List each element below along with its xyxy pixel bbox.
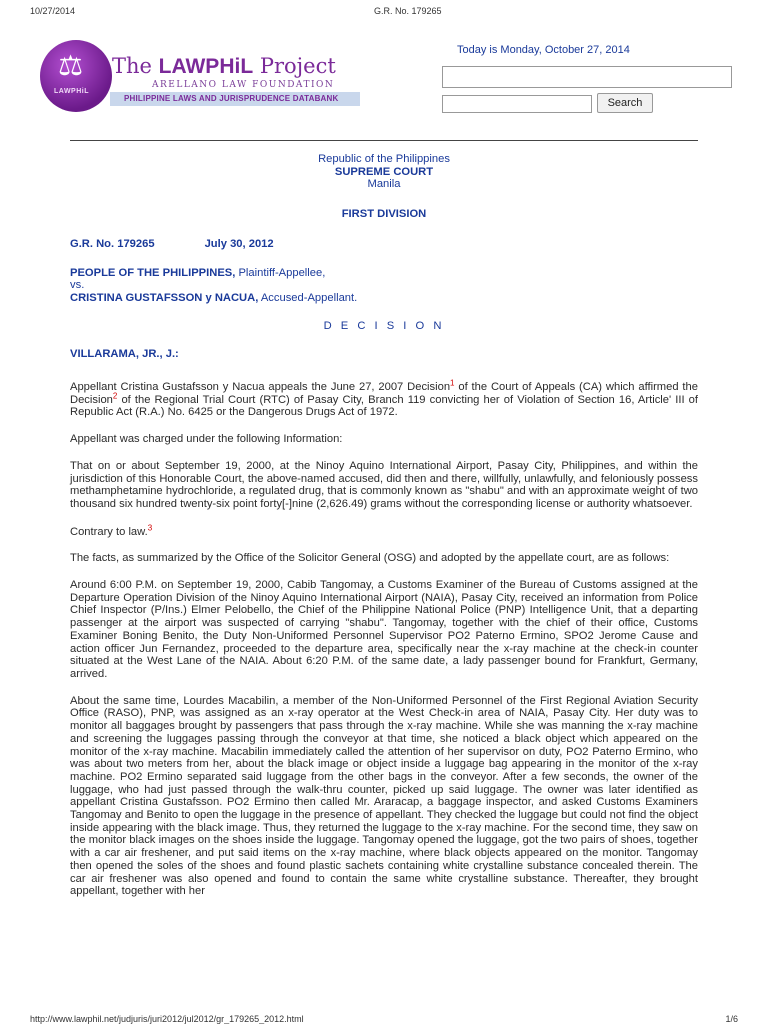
paragraph-5: The facts, as summarized by the Office of the Solicitor General (OSG) and adopted by the appellate court, are as follows: [70,552,670,565]
seal-icon [40,40,112,112]
paragraph-7: About the same time, Lourdes Macabilin, a member of the Non-Uniformed Personnel of the First Regional Aviation Security Office (RASO), PNP, was assigned as an x-ray operator at the West Check-in area of NAIA, Pasay City. Her duty was to monitor all baggages brought by passengers that pass through the x-ray machine. While she was manning the x-ray machine and screening the luggages passing through the conveyor at that time, she noticed a black object which appeared on the monitor of the x-ray machine. Macabilin immediately called the attention of her supervisor on duty, PO2 Paterno Ermino, who was about two meters from her, about the black image or object inside a luggage bag appearing in the monitor of the x-ray machine. PO2 Ermino separated said luggage from the other bags in the conveyor. After a few seconds, the owner of the luggage, who had just passed through the walk-thru counter, picked up said luggage. The owner was later identified as appellant Cristina Gustafsson. PO2 Ermino then called Mr. Araracap, a baggage inspector, and asked Customs Examiners Tangomay and Benito to open the luggage in the presence of appellant. They checked the luggage but could not find the object inside appearing with the black image. Thus, they returned the luggage to the x-ray machine. For the second time, they saw on the monitor black images on the shoes inside the luggage. Tangomay opened the luggage, got the two pairs of shoes, together with a car air freshener, and put said items on the x-ray machine, where black objects appeared on the monitor. Tangomay then opened the soles of the shoes and found plastic sachets containing white crystalline substance concealed therein. The car air freshener was also opened and found to contain the same white crystalline substance. Thereafter, they brought appellant, together with her [70,694,698,898]
seal-label: LAWPHiL [54,88,89,95]
court-name: SUPREME COURT [334,165,434,178]
court-city: Manila [367,178,401,191]
page-url: http://www.lawphil.net/judjuris/juri2012/jul2012/gr_179265_2012.html [30,1014,304,1024]
today-date: Today is Monday, October 27, 2014 [457,44,630,56]
print-date: 10/27/2014 [30,6,76,16]
p1-text-b: of the Court of Appeals (CA) which affirmed the Decision [70,381,698,406]
republic-line: Republic of the Philippines [318,153,450,165]
case-header [70,238,698,251]
versus: vs. [70,279,85,292]
decision-content [70,153,698,898]
brand-prefix: The [112,54,152,78]
p4-text: Contrary to law. [70,525,148,538]
p1-text-c: of the Regional Trial Court (RTC) of Pasay City, Branch 119 convicting her of Violation of Section 16, Article' III of Republic Act (R.A.) No. 6425 or the Dangerous Drugs Act of 1972. [70,393,698,419]
footnote-1-link[interactable]: 1 [450,378,455,388]
ponente: VILLARAMA, JR., J.: [70,348,179,361]
footnote-3-link[interactable]: 3 [147,522,153,532]
accused-name: CRISTINA GUSTAFSSON y NACUA, [70,291,259,304]
case-date: July 30, 2012 [204,237,274,250]
paragraph-4 [70,522,698,539]
scales-icon: ⚖ [58,49,84,82]
party-plaintiff [70,267,698,280]
foundation-name: ARELLANO LAW FOUNDATION [152,80,335,90]
accused-role: Accused-Appellant. [258,291,358,304]
page-number: 1/6 [725,1014,738,1024]
search-input[interactable] [442,95,592,113]
party-accused [70,292,698,305]
footnote-2-link[interactable]: 2 [112,391,118,400]
brand-name [112,54,336,79]
divider [70,140,698,141]
lawphil-logo[interactable] [40,40,370,120]
p1-text-a: Appellant Cristina Gustafsson y Nacua appeals the June 27, 2007 Decision [70,381,451,394]
paragraph-2: Appellant was charged under the following Information: [70,433,343,446]
gr-number: G.R. No. 179265 [70,237,155,250]
information-text: That on or about September 19, 2000, at the Ninoy Aquino International Airport, Pasay City, Philippines, and within the jurisdiction of this Honorable Court, the above-named accused, did then and there, willfully, unlawfully, and feloniously possess methamphetamine hydrochloride, a regulated drug, that is commonly known as "shabu" and with an approximate weight of two thousand six hundred twenty-six point forty[-]nine (2,626.49) grams without the corresponding license or authority whatsoever. [70,459,698,510]
search-button[interactable]: Search [597,93,653,113]
print-title: G.R. No. 179265 [374,6,442,16]
brand-main: LAWPHiL [158,55,254,78]
decision-heading: D E C I S I O N [323,319,445,332]
plaintiff-role: Plaintiff-Appellee, [235,266,326,279]
division: FIRST DIVISION [341,208,427,221]
databank-banner: PHILIPPINE LAWS AND JURISPRUDENCE DATABANK [110,92,360,106]
plaintiff-name: PEOPLE OF THE PHILIPPINES, [70,266,236,279]
blank-input-box[interactable] [442,66,732,88]
paragraph-1 [70,378,698,419]
paragraph-6: Around 6:00 P.M. on September 19, 2000, Cabib Tangomay, a Customs Examiner of the Bureau of Customs assigned at the Departure Operation Division of the Ninoy Aquino International Airport (NAIA), Pasay City, received an information from Police Chief Inspector (P/Ins.) Elmer Pelobello, the Chief of the Philippine National Police (PNP) Intelligence Unit, that a departing passenger at the airport was suspected of carrying "shabu". Tangomay, together with the chief of their office, Customs Examiner Boning Benito, the Duty Non-Uniformed Personnel Supervisor PO2 Paterno Ermino, SPO2 Jerome Cause and action officer Jun Fernandez, proceeded to the departure area, specifically near the x-ray machine at the check-in counter situated at the West Lane of the NAIA. About 6:20 P.M. of the same date, a lady passenger bound for Frankfurt, Germany, arrived. [70,579,698,680]
brand-suffix: Project [259,54,336,78]
